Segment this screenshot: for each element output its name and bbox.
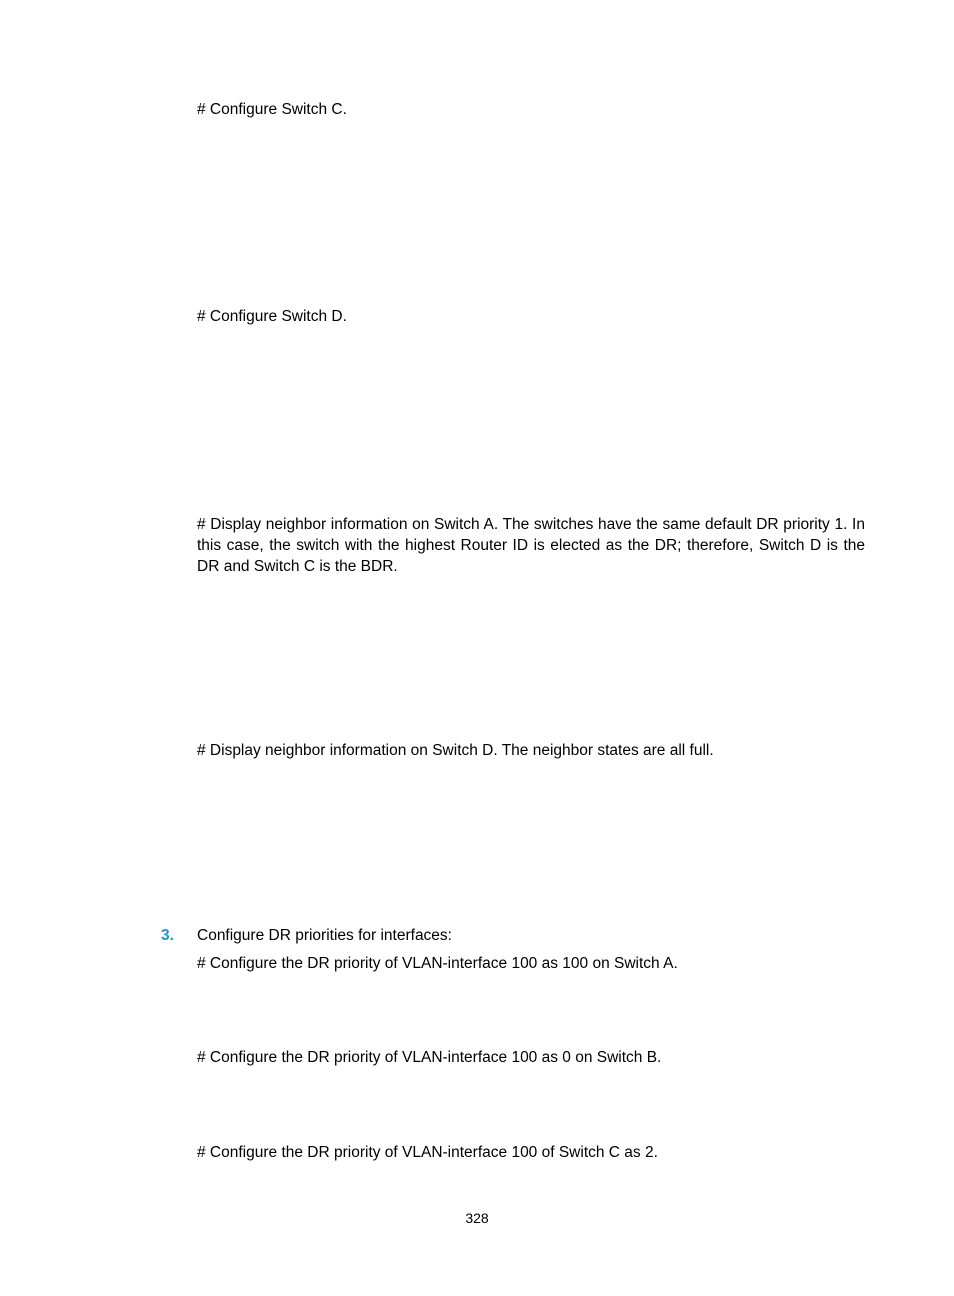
step-item-switch-c-priority: # Configure the DR priority of VLAN-interface 100 of Switch C as 2. xyxy=(197,1144,658,1161)
paragraph-configure-switch-d: # Configure Switch D. xyxy=(197,308,347,325)
paragraph-configure-switch-c: # Configure Switch C. xyxy=(197,101,347,118)
step-title: Configure DR priorities for interfaces: xyxy=(197,927,452,944)
page-number: 328 xyxy=(465,1210,489,1226)
paragraph-display-neighbor-switch-d: # Display neighbor information on Switch D. The neighbor states are all full. xyxy=(197,742,714,759)
step-number: 3. xyxy=(161,927,174,944)
step-item-switch-a-priority: # Configure the DR priority of VLAN-interface 100 as 100 on Switch A. xyxy=(197,955,678,972)
step-item-switch-b-priority: # Configure the DR priority of VLAN-interface 100 as 0 on Switch B. xyxy=(197,1049,662,1066)
paragraph-display-neighbor-switch-a: # Display neighbor information on Switch A. The switches have the same default DR priority 1. In this case, the switch with the highest Router ID is elected as the DR; therefore, Switch D is the DR and Switch C is the BDR. xyxy=(197,516,865,575)
